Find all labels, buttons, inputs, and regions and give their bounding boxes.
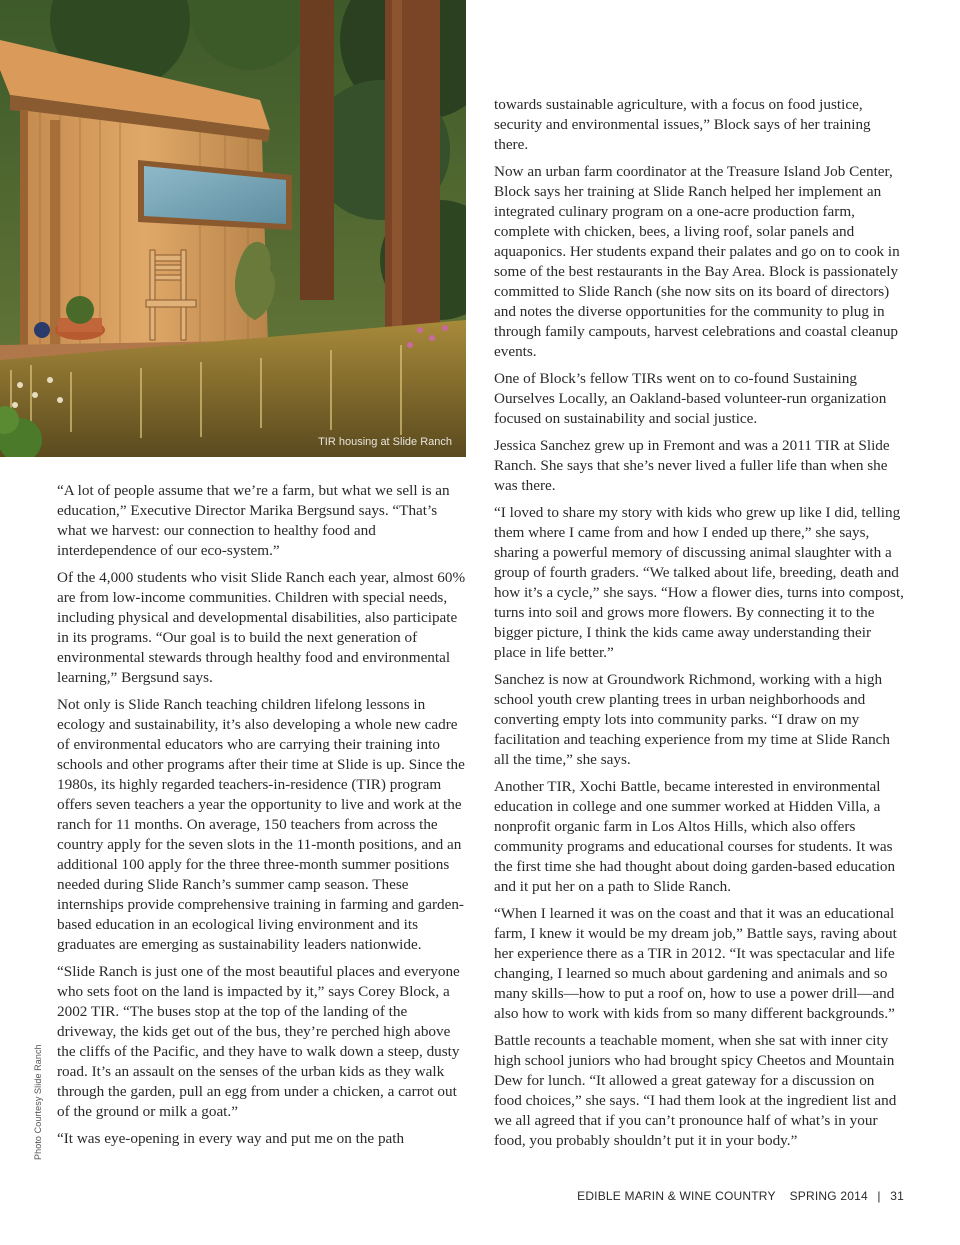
left-column xyxy=(57,481,469,1156)
photo-caption: TIR housing at Slide Ranch xyxy=(318,436,452,448)
paragraph: Jessica Sanchez grew up in Fremont and was a 2011 TIR at Slide Ranch. She says that she’s never lived a fuller life than when she was there. xyxy=(494,437,890,494)
paragraph: Sanchez is now at Groundwork Richmond, working with a high school youth crew planting trees in urban neighborhoods and converting empty lots into community parks. “I draw on my facilitation and teaching experience from my time at Slide Ranch all the time,” she says. xyxy=(494,671,890,768)
paragraph: “A lot of people assume that we’re a farm, but what we sell is an education,” Executive Director Marika Bergsund says. “That’s what we harvest: our connection to healthy food and interdependence of our eco-system.” xyxy=(57,482,450,559)
photo-credit: Photo Courtesy Slide Ranch xyxy=(33,1044,43,1160)
paragraph: Another TIR, Xochi Battle, became interested in environmental education in college and one summer worked at Hidden Villa, a nonprofit organic farm in Los Altos Hills, which also offers community programs and educational courses for students. It was the first time she had thought about doing garden-based education and it put her on a path to Slide Ranch. xyxy=(494,778,896,895)
page-number: 31 xyxy=(890,1189,904,1203)
issue-label: SPRING 2014 xyxy=(789,1189,868,1203)
publication-name: EDIBLE MARIN & WINE COUNTRY xyxy=(577,1189,776,1203)
paragraph: Not only is Slide Ranch teaching children lifelong lessons in ecology and sustainability, it’s also developing a whole new cadre of environmental educators who are carrying their training into schools and other programs after their time at Slide is up. Since the 1980s, its highly regarded teachers-in-residence (TIR) program offers seven teachers a year the opportunity to live and work at the ranch for 11 months. On average, 150 teachers from across the country apply for the seven slots in the 11-month positions, and an additional 100 apply for the three three-month summer positions needed during Slide Ranch’s summer camp season. These internships provide comprehensive training in farming and garden-based education in an ecological living environment and its graduates are emerging as sustainability leaders nationwide. xyxy=(57,696,465,953)
cabin-photo xyxy=(0,0,466,457)
paragraph: “Slide Ranch is just one of the most beautiful places and everyone who sets foot on the land is impacted by it,” says Corey Block, a 2002 TIR. “The buses stop at the top of the landing of the driveway, the kids get out of the bus, they’re perched high above the cliffs of the Pacific, and they have to walk down a steep, dusty road. It’s an assault on the senses of the urban kids as they walk through the garden, pull an egg from under a chicken, a carrot out of the ground or milk a goat.” xyxy=(57,963,460,1120)
right-column xyxy=(494,95,905,1158)
paragraph: Now an urban farm coordinator at the Treasure Island Job Center, Block says her training at Slide Ranch helped her implement an integrated culinary program on a one-acre production farm, complete with chicken, bees, a living roof, solar panels and aquaponics. Her students expand their palates and go on to cook in some of the best restaurants in the Bay Area. Block is passionately committed to Slide Ranch (she now sits on its board of directors) and notes the diverse opportunities for the community to plug in through family campouts, harvest celebrations and coastal cleanup events. xyxy=(494,163,900,360)
page-footer xyxy=(577,1189,904,1203)
paragraph: “When I learned it was on the coast and that it was an educational farm, I knew it would be my dream job,” Battle says, raving about her experience there as a TIR in 2012. “It was spectacular and life changing, I learned so much about gardening and animals and so many skills—how to put a roof on, how to use a power drill—and also how to work with kids from so many different backgrounds.” xyxy=(494,905,897,1022)
footer-separator: | xyxy=(877,1189,881,1203)
paragraph: Battle recounts a teachable moment, when she sat with inner city high school juniors who had brought spicy Cheetos and Mountain Dew for lunch. “It allowed a great gateway for a discussion on food choices,” she says. “I had them look at the ingredient list and we all agreed that if you can’t pronounce half of what’s in your food, you probably shouldn’t put it in your body.” xyxy=(494,1032,897,1149)
paragraph: towards sustainable agriculture, with a focus on food justice, security and environmental issues,” Block says of her training there. xyxy=(494,96,871,153)
cabin-photo-illustration xyxy=(0,0,466,457)
paragraph: “I loved to share my story with kids who grew up like I did, telling them where I came from and how I ended up there,” she says, sharing a powerful memory of discussing animal slaughter with a group of fourth graders. “We talked about life, breeding, death and how it’s a cycle,” she says. “How a flower dies, turns into compost, turns into soil and grows more flowers. By connecting it to the bigger picture, I think the kids came away understanding their place in life better.” xyxy=(494,504,904,661)
paragraph: One of Block’s fellow TIRs went on to co-found Sustaining Ourselves Locally, an Oakland-based volunteer-run organization focused on sustainability and social justice. xyxy=(494,370,887,427)
paragraph: “It was eye-opening in every way and put me on the path xyxy=(57,1130,405,1147)
paragraph: Of the 4,000 students who visit Slide Ranch each year, almost 60% are from low-income communities. Children with special needs, including physical and developmental disabilities, also participate in its programs. “Our goal is to build the next generation of environmental stewards through healthy food and environmental learning,” Bergsund says. xyxy=(57,569,466,686)
